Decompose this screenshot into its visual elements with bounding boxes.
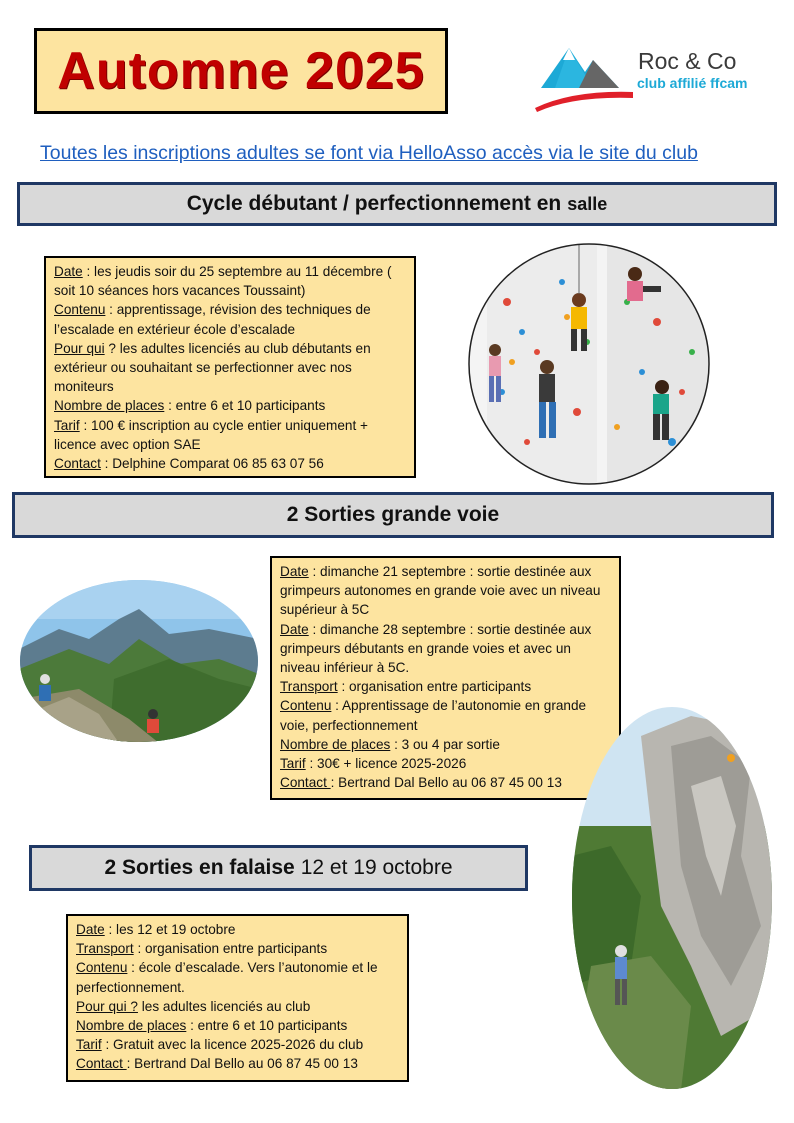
info-label: Date [280,621,309,637]
info-text: les adultes licenciés au club [137,998,311,1014]
info-line [76,920,399,939]
info-label: Transport [76,941,134,957]
info-label: Nombre de places [54,398,165,414]
info-line [76,1054,399,1073]
info-text: : Apprentissage de l’autonomie en grande voie, perfectionnement [280,698,587,733]
info-line [280,696,611,734]
info-text: : organisation entre participants [337,679,532,695]
logo-tagline: club affilié ffcam [637,75,748,91]
info-line [280,735,611,754]
section-banner-cycle [17,182,777,226]
info-label: Nombre de places [280,736,391,752]
info-line [76,939,399,958]
info-text: : Bertrand Dal Bello au 06 87 45 00 13 [330,775,562,791]
info-line [280,620,611,678]
info-line [280,562,611,620]
info-text: : 30€ + licence 2025-2026 [305,756,467,772]
banner-cycle-title: Cycle débutant / perfectionnement en [186,192,562,215]
info-box-grande-voie [270,556,621,800]
club-logo [533,26,773,112]
helloasso-link[interactable]: Toutes les inscriptions adultes se font via HelloAsso accès via le site du club [40,142,698,164]
info-text: : entre 6 et 10 participants [186,1018,348,1034]
info-label: Contenu [54,302,106,318]
mountain-climbers-photo [19,579,259,743]
info-line [280,773,611,792]
info-label: Tarif [76,1037,102,1053]
climbing-wall-illustration [467,242,711,486]
info-line [76,958,399,996]
info-line [76,1016,399,1035]
info-text: ? les adultes licenciés au club débutants en extérieur ou souhaitant se perfectionner avec nos moniteurs [54,340,371,395]
banner-falaise-dates: 12 et 19 octobre [300,856,453,879]
info-label: Date [280,564,309,579]
banner-falaise-title: 2 Sorties en falaise [104,856,295,879]
info-line [76,1035,399,1054]
info-label: Pour qui ? [76,998,138,1014]
info-text: : apprentissage, révision des techniques de l’escalade en extérieur école d’escalade [54,302,371,337]
info-line [280,677,611,696]
page-title-box [34,28,448,114]
info-label: Contact [76,1056,127,1072]
info-box-falaise [66,914,409,1082]
info-text: : école d’escalade. Vers l’autonomie et le perfectionnement. [76,960,378,995]
info-line [76,997,399,1016]
info-label: Contenu [280,698,332,714]
info-line [280,754,611,773]
info-label: Contact [280,775,331,791]
info-label: Tarif [280,756,306,772]
info-text: : dimanche 21 septembre : sortie destinée aux grimpeurs autonomes en grande voie avec un niveau supérieur à 5C [280,564,601,618]
info-label: Pour qui [54,340,105,356]
banner-cycle-suffix: salle [567,193,608,214]
info-text: : Delphine Comparat 06 85 63 07 56 [100,456,324,472]
info-text: : entre 6 et 10 participants [164,398,326,414]
info-line [54,300,406,338]
info-text: : les 12 et 19 octobre [104,922,236,937]
info-line [54,454,406,473]
info-box-cycle [44,256,416,478]
info-text: : 3 ou 4 par sortie [390,736,500,752]
info-label: Nombre de places [76,1018,187,1034]
cliff-climber-photo [571,706,773,1090]
info-line [54,416,406,454]
info-text: : dimanche 28 septembre : sortie destinée aux grimpeurs débutants en grande voies et avec un niveau inférieur à 5C. [280,621,592,676]
section-banner-grande-voie [12,492,774,538]
info-line [54,339,406,397]
info-label: Date [54,264,83,279]
mountain-logo-icon [533,26,643,112]
banner-grande-voie-title: 2 Sorties grande voie [286,503,500,526]
info-text: : les jeudis soir du 25 septembre au 11 décembre ( soit 10 séances hors vacances Toussaint) [54,264,392,299]
info-text: : 100 € inscription au cycle entier uniquement + licence avec option SAE [54,417,368,452]
info-line [54,262,406,300]
info-label: Contact [54,456,101,472]
info-label: Tarif [54,417,80,433]
info-label: Contenu [76,960,128,976]
info-text: : Bertrand Dal Bello au 06 87 45 00 13 [126,1056,358,1072]
info-line [54,396,406,415]
info-text: : Gratuit avec la licence 2025-2026 du club [101,1037,364,1053]
info-label: Date [76,922,105,937]
info-label: Transport [280,679,338,695]
page-title: Automne 2025 [57,42,425,100]
info-text: : organisation entre participants [133,941,328,957]
section-banner-falaise [29,845,528,891]
logo-name: Roc & Co [638,48,737,74]
